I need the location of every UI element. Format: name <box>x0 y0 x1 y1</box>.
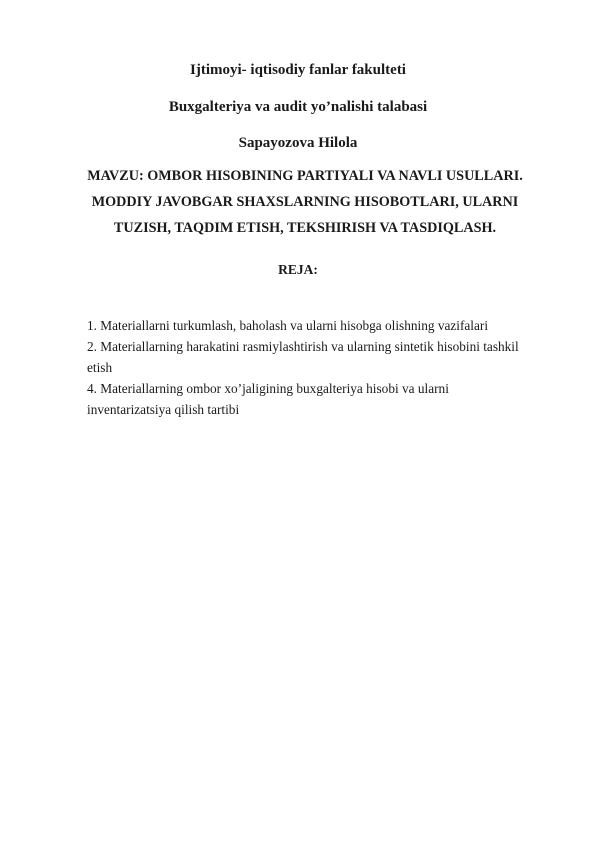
plan-line: inventarizatsiya qilish tartibi <box>87 402 240 417</box>
faculty-name: Ijtimoyi- iqtisodiy fanlar fakulteti <box>190 62 406 78</box>
plan-heading: REJA: <box>278 262 318 277</box>
plan-line: 1. Materiallarni turkumlash, baholash va ularni hisobga olishning vazifalari <box>87 318 489 333</box>
theme-title <box>70 163 540 241</box>
student-name: Sapayozova Hilola <box>238 135 358 151</box>
theme-line-3: TUZISH, TAQDIM ETISH, TEKSHIRISH VA TASDIQLASH. <box>113 220 497 236</box>
plan-list <box>87 315 567 420</box>
theme-line-1: MAVZU: OMBOR HISOBINING PARTIYALI VA NAVLI USULLARI. <box>87 168 523 184</box>
theme-line-2: MODDIY JAVOBGAR SHAXSLARNING HISOBOTLARI, ULARNI <box>91 194 519 210</box>
plan-line: 2. Materiallarning harakatini rasmiylashtirish va ularning sintetik hisobini tashkil <box>87 339 519 354</box>
direction-name: Buxgalteriya va audit yo’nalishi talabasi <box>168 99 428 115</box>
plan-line: etish <box>87 360 113 375</box>
plan-line: 4. Materiallarning ombor xo’jaligining buxgalteriya hisobi va ularni <box>87 381 449 396</box>
